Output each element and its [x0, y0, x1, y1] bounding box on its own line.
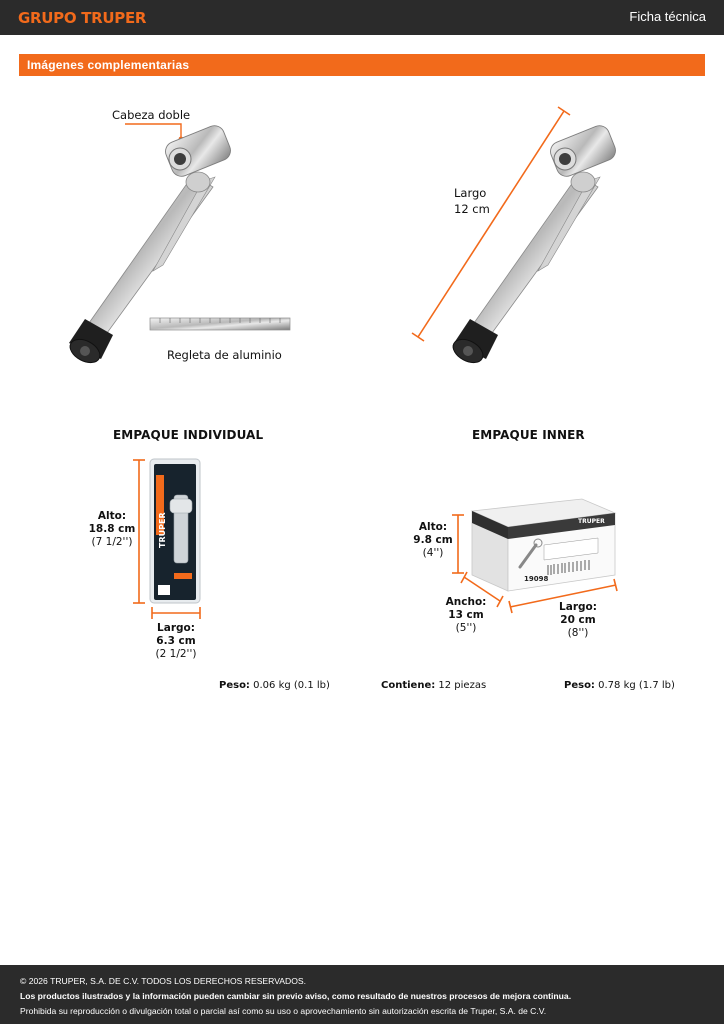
label-aluminum-ruler: Regleta de aluminio [167, 348, 282, 362]
length-label: Largo [454, 186, 487, 200]
inner-pack-height-label: Alto: [418, 521, 448, 533]
inner-pack-width-label: Ancho: [445, 596, 487, 608]
inner-pack-contents [381, 680, 486, 691]
section-title-bar [19, 54, 705, 76]
individual-pack-weight-label: Peso: [219, 680, 250, 691]
footer-copyright: © 2026 TRUPER, S.A. DE C.V. TODOS LOS DERECHOS RESERVADOS. [20, 976, 307, 986]
inner-pack-contents-value: 12 piezas [438, 680, 487, 691]
inner-pack-weight-value: 0.78 kg (1.7 lb) [598, 680, 675, 691]
inner-pack-contents-label: Contiene: [381, 680, 436, 691]
inner-pack-width [442, 596, 490, 635]
individual-pack-height-imperial: (7 1/2'') [91, 536, 133, 548]
document-type-title: Ficha técnica [629, 9, 706, 24]
top-header-bar [0, 0, 724, 35]
inner-box-code-text: 19098 [524, 575, 549, 583]
individual-pack-weight-value: 0.06 kg (0.1 lb) [253, 680, 330, 691]
footer-bar [0, 965, 724, 1024]
inner-pack-length [554, 601, 602, 640]
heading-individual-pack: EMPAQUE INDIVIDUAL [113, 428, 264, 442]
individual-pack-weight [219, 680, 330, 691]
inner-box-brand-text: TRUPER [578, 518, 605, 525]
individual-pack-brand [156, 500, 168, 550]
individual-pack-brand-text: TRUPER [158, 512, 167, 548]
inner-pack-weight [564, 680, 675, 691]
label-double-head: Cabeza doble [112, 108, 191, 122]
individual-pack-height-value: 18.8 cm [88, 523, 136, 535]
inner-pack-length-label: Largo: [559, 601, 597, 613]
inner-pack-length-value: 20 cm [560, 614, 596, 626]
inner-pack-height-value: 9.8 cm [413, 534, 453, 546]
length-value: 12 cm [454, 202, 490, 216]
individual-pack-length-label: Largo: [157, 622, 195, 634]
section-title: Imágenes complementarias [27, 58, 190, 72]
individual-pack-height-label: Alto: [97, 510, 127, 522]
inner-pack-width-imperial: (5'') [455, 622, 477, 634]
individual-pack-length-value: 6.3 cm [156, 635, 196, 647]
individual-pack-length [150, 622, 202, 661]
brand-logo: GRUPO TRUPER [18, 9, 147, 27]
individual-pack-image [130, 455, 210, 625]
footer-notice: Los productos ilustrados y la información pueden cambiar sin previo aviso, como resultado de nuestros procesos de mejora continua. [20, 991, 572, 1001]
inner-pack-length-imperial: (8'') [567, 627, 589, 639]
tire-gauge-image-right [410, 105, 640, 375]
inner-pack-height [410, 521, 456, 560]
footer-prohibition: Prohibida su reproducción o divulgación total o parcial así como su uso o aprovechamiento sin autorización escrita de Truper, S.A. de C.V. [20, 1006, 547, 1016]
individual-pack-length-imperial: (2 1/2'') [155, 648, 197, 660]
heading-inner-pack: EMPAQUE INNER [472, 428, 585, 442]
inner-pack-weight-label: Peso: [564, 680, 595, 691]
inner-pack-width-value: 13 cm [448, 609, 484, 621]
individual-pack-height [88, 510, 136, 549]
inner-pack-height-imperial: (4'') [422, 547, 444, 559]
tire-gauge-image-left [55, 115, 305, 375]
